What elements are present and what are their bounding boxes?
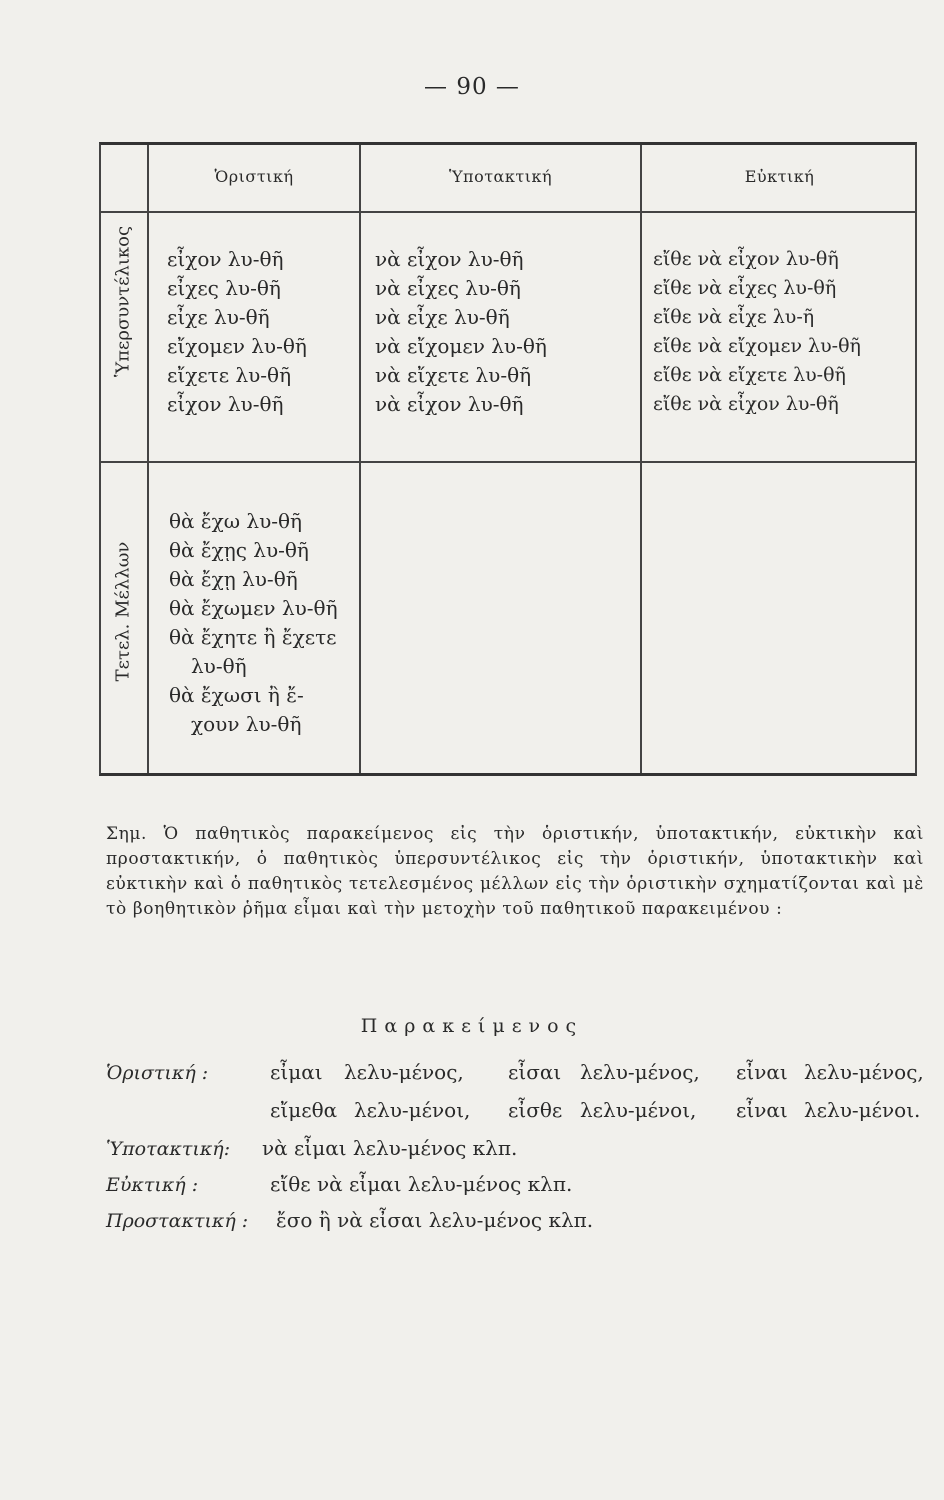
table-divider: [359, 145, 361, 773]
form: εἴθε νὰ εἴχετε λυ-θῆ: [653, 364, 846, 386]
column-header-oristiki: Ὁριστική: [214, 167, 294, 186]
paradigm-form: λελυ-μένος,: [580, 1060, 700, 1084]
paradigm-form: εἶσθε: [508, 1098, 563, 1122]
form: νὰ εἴχετε λυ-θῆ: [375, 363, 532, 387]
form: νὰ εἶχες λυ-θῆ: [375, 276, 521, 300]
paradigm-form: εἶμαι: [270, 1060, 323, 1084]
paradigm-form: νὰ εἶμαι λελυ-μένος κλπ.: [262, 1136, 518, 1160]
form: εἴχομεν λυ-θῆ: [167, 334, 307, 358]
form: θὰ ἔχωμεν λυ-θῆ: [169, 596, 338, 620]
paradigm-form: λελυ-μένοι.: [804, 1098, 921, 1122]
column-header-euktiki: Εὐκτική: [744, 167, 815, 186]
table-divider: [640, 145, 642, 773]
paradigm-form: λελυ-μένος,: [804, 1060, 924, 1084]
form: εἴθε νὰ εἴχομεν λυ-θῆ: [653, 335, 861, 357]
form: χουν λυ-θῆ: [191, 712, 302, 736]
paradigm-form: λελυ-μένοι,: [354, 1098, 471, 1122]
cell-hypersyntelikos-oristiki: [167, 245, 307, 419]
paradigm-form: εἶναι: [736, 1098, 788, 1122]
row-label-hypersyntelikos: Ὑπερσυντέλικος: [112, 225, 134, 378]
form: νὰ εἶχε λυ-θῆ: [375, 305, 510, 329]
paradigm-form: εἴμεθα: [270, 1098, 338, 1122]
paradigm-label: Ὁριστική :: [106, 1062, 209, 1084]
paradigm-label: Ὑποτακτική:: [106, 1138, 231, 1160]
paradigm-form: λελυ-μένοι,: [580, 1098, 697, 1122]
form: εἴθε νὰ εἶχες λυ-θῆ: [653, 277, 837, 299]
form: νὰ εἶχον λυ-θῆ: [375, 392, 524, 416]
paradigm-label: Προστακτική :: [106, 1210, 249, 1232]
paradigm-form: εἶσαι: [508, 1060, 562, 1084]
form: εἶχες λυ-θῆ: [167, 276, 281, 300]
form: εἶχον λυ-θῆ: [167, 392, 284, 416]
form: θὰ ἔχῃς λυ-θῆ: [169, 538, 309, 562]
form: θὰ ἔχωσι ἢ ἔ-: [169, 683, 304, 707]
cell-hypersyntelikos-ypotaktiki: [375, 245, 547, 419]
conjugation-table: [99, 142, 917, 776]
paradigm-form: εἴθε νὰ εἶμαι λελυ-μένος κλπ.: [270, 1172, 573, 1196]
table-divider: [101, 211, 915, 213]
form: εἴθε νὰ εἶχον λυ-θῆ: [653, 393, 839, 415]
table-divider: [101, 461, 915, 463]
form: εἴθε νὰ εἶχον λυ-θῆ: [653, 248, 839, 270]
page-number: — 90 —: [424, 74, 520, 100]
table-divider: [147, 145, 149, 773]
form: θὰ ἔχητε ἢ ἔχετε: [169, 625, 337, 649]
form: εἶχε λυ-θῆ: [167, 305, 270, 329]
paradigm-form: εἶναι: [736, 1060, 788, 1084]
form: θὰ ἔχω λυ-θῆ: [169, 509, 303, 533]
form: εἴθε νὰ εἶχε λυ-ῆ: [653, 306, 815, 328]
column-header-ypotaktiki: Ὑποτακτική: [448, 167, 553, 186]
paradigm-form: λελυ-μένος,: [344, 1060, 464, 1084]
note-paragraph: Σημ. Ὁ παθητικὸς παρακείμενος εἰς τὴν ὁριστικήν, ὑποτακτικήν, εὐκτικὴν καὶ προστακτικήν, ὁ παθητικὸς ὑπερσυντέλικος εἰς τὴν ὁριστικήν, ὑποτακτικὴν καὶ εὐκτικὴν καὶ ὁ παθητικὸς τετελεσμένος μέλλων εἰς τὴν ὁριστικὴν σχηματίζονται καὶ μὲ τὸ βοηθητικὸν ῥῆμα εἶμαι καὶ τὴν μετοχὴν τοῦ παθητικοῦ παρακειμένου :: [106, 824, 924, 919]
form: λυ-θῆ: [191, 654, 247, 678]
section-title: Παρακείμενος: [360, 1015, 584, 1037]
cell-tetelesmenos-oristiki: [169, 507, 338, 739]
form: θὰ ἔχῃ λυ-θῆ: [169, 567, 298, 591]
form: νὰ εἶχον λυ-θῆ: [375, 247, 524, 271]
form: νὰ εἴχομεν λυ-θῆ: [375, 334, 547, 358]
form: εἴχετε λυ-θῆ: [167, 363, 292, 387]
paradigm-label: Εὐκτική :: [106, 1174, 199, 1196]
row-label-tetelesmenos-mellon: Τετελ. Μέλλων: [112, 541, 134, 682]
cell-hypersyntelikos-euktiki: [653, 245, 861, 419]
paradigm-form: ἔσο ἢ νὰ εἶσαι λελυ-μένος κλπ.: [276, 1208, 594, 1232]
form: εἶχον λυ-θῆ: [167, 247, 284, 271]
